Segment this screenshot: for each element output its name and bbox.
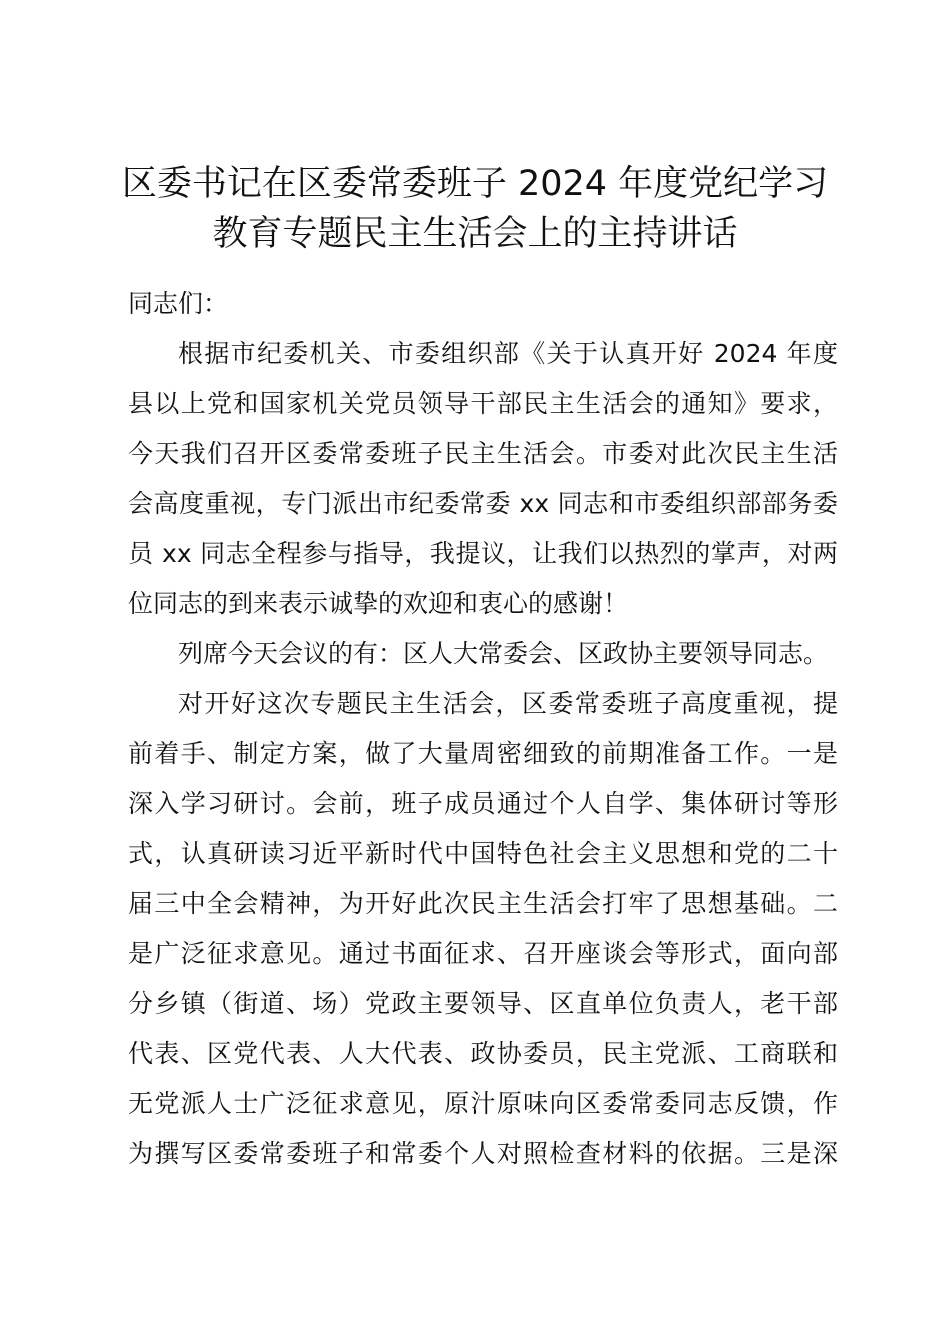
document-title-line-2: 教育专题民主生活会上的主持讲话 — [212, 214, 738, 254]
body-line: 为撰写区委常委班子和常委个人对照检查材料的依据。三是深 — [128, 1139, 838, 1168]
body-line: 会高度重视，专门派出市纪委常委 xx 同志和市委组织部部务委 — [128, 489, 838, 518]
body-line: 届三中全会精神，为开好此次民主生活会打牢了思想基础。二 — [128, 889, 838, 918]
body-line: 对开好这次专题民主生活会，区委常委班子高度重视，提 — [178, 689, 838, 718]
body-line: 前着手、制定方案，做了大量周密细致的前期准备工作。一是 — [128, 739, 838, 768]
body-line: 列席今天会议的有：区人大常委会、区政协主要领导同志。 — [178, 639, 829, 668]
body-line: 县以上党和国家机关党员领导干部民主生活会的通知》要求， — [128, 389, 838, 418]
body-line: 今天我们召开区委常委班子民主生活会。市委对此次民主生活 — [128, 439, 838, 468]
body-line: 无党派人士广泛征求意见，原汁原味向区委常委同志反馈，作 — [128, 1089, 838, 1118]
body-line: 式，认真研读习近平新时代中国特色社会主义思想和党的二十 — [128, 839, 838, 868]
greeting: 同志们： — [128, 289, 229, 318]
document-title-line-1: 区委书记在区委常委班子 2024 年度党纪学习 — [121, 164, 829, 204]
body-line: 代表、区党代表、人大代表、政协委员，民主党派、工商联和 — [128, 1039, 838, 1068]
body-line: 分乡镇（街道、场）党政主要领导、区直单位负责人，老干部 — [128, 989, 838, 1018]
body-line: 员 xx 同志全程参与指导，我提议，让我们以热烈的掌声，对两 — [128, 539, 838, 568]
body-line: 是广泛征求意见。通过书面征求、召开座谈会等形式，面向部 — [128, 939, 838, 968]
body-line: 深入学习研讨。会前，班子成员通过个人自学、集体研讨等形 — [128, 789, 838, 818]
body-line: 根据市纪委机关、市委组织部《关于认真开好 2024 年度 — [178, 339, 838, 368]
body-line: 位同志的到来表示诚挚的欢迎和衷心的感谢！ — [128, 589, 629, 618]
